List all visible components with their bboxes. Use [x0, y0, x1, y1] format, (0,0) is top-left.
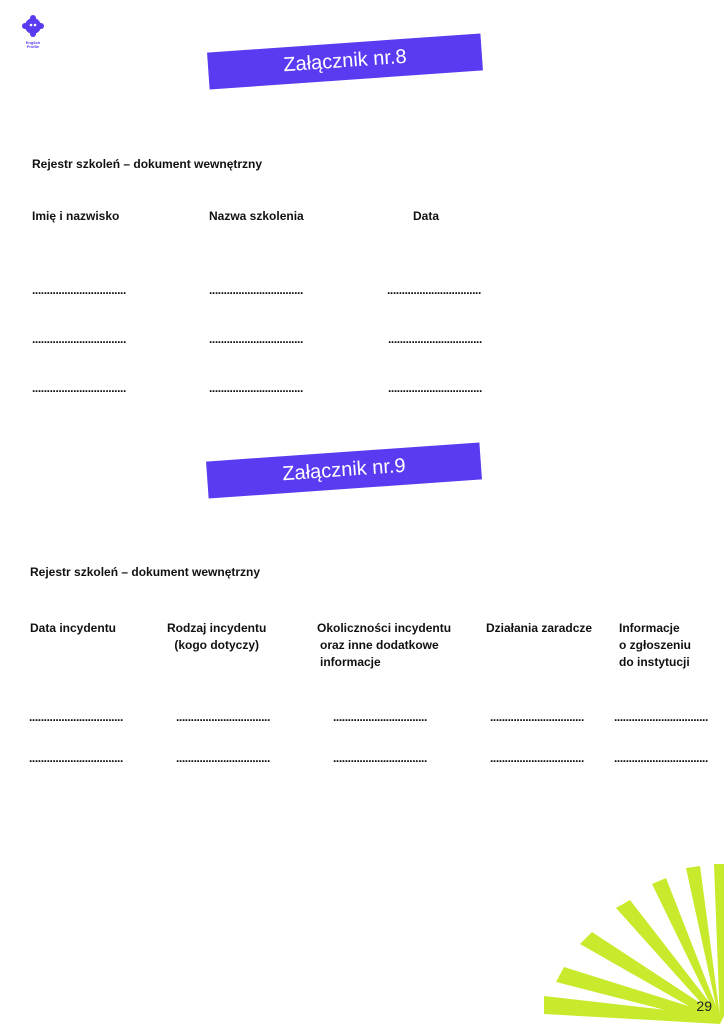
annex9-col-institution-report-line1: Informacje [619, 621, 680, 635]
annex8-col-name: Imię i nazwisko [32, 209, 120, 223]
annex8-col-training: Nazwa szkolenia [209, 209, 304, 223]
annex9-col-incident-date-line1: Data incydentu [30, 621, 117, 635]
annex8-row3-date-field: ................................ [388, 381, 482, 395]
annex9-col-institution-report [619, 620, 691, 671]
annex9-row2-report-field: ................................ [614, 751, 708, 765]
annex9-row2-actions-field: ................................ [490, 751, 584, 765]
annex9-row2-date-field: ................................ [29, 751, 123, 765]
annex9-col-institution-report-line3: do instytucji [619, 655, 690, 669]
annex8-row2-training-field: ................................ [209, 332, 303, 346]
annex9-col-actions [486, 620, 592, 637]
annex8-row3-training-field: ................................ [209, 381, 303, 395]
logo-text-line1: English [25, 40, 41, 45]
annex8-row3-name-field: ................................ [32, 381, 126, 395]
annex9-row1-circumstances-field: ................................ [333, 710, 427, 724]
annex8-row1-training-field: ................................ [209, 283, 303, 297]
annex9-row1-date-field: ................................ [29, 710, 123, 724]
logo-puzzle-icon [18, 15, 48, 41]
page-number: 29 [696, 998, 712, 1014]
annex8-row1-name-field: ................................ [32, 283, 126, 297]
annex8-banner: Załącznik nr.8 [207, 33, 483, 89]
annex8-row1-date-field: ................................ [387, 283, 481, 297]
annex8-row2-date-field: ................................ [388, 332, 482, 346]
annex8-col-date: Data [413, 209, 440, 223]
annex9-col-actions-line1: Działania zaradcze [486, 621, 593, 635]
annex8-heading: Rejestr szkoleń – dokument wewnętrzny [32, 157, 263, 171]
annex9-row2-type-field: ................................ [176, 751, 270, 765]
annex9-row1-type-field: ................................ [176, 710, 270, 724]
annex9-col-incident-type-line1: Rodzaj incydentu [167, 621, 267, 635]
annex9-col-incident-date [30, 620, 116, 637]
annex9-row1-report-field: ................................ [614, 710, 708, 724]
annex9-banner: Załącznik nr.9 [206, 442, 482, 498]
annex9-col-incident-type [167, 620, 266, 654]
logo-text-line2: Profile [26, 44, 40, 49]
annex9-col-circumstances-line3: informacje [320, 655, 381, 669]
annex9-col-circumstances [317, 620, 451, 671]
logo [18, 15, 48, 51]
annex9-heading: Rejestr szkoleń – dokument wewnętrzny [30, 565, 261, 579]
annex9-col-institution-report-line2: o zgłoszeniu [619, 638, 691, 652]
annex8-row2-name-field: ................................ [32, 332, 126, 346]
annex9-col-incident-type-line2: (kogo dotyczy) [174, 638, 259, 652]
annex9-row1-actions-field: ................................ [490, 710, 584, 724]
annex9-col-circumstances-line2: oraz inne dodatkowe [320, 638, 439, 652]
annex9-col-circumstances-line1: Okoliczności incydentu [317, 621, 452, 635]
annex9-row2-circumstances-field: ................................ [333, 751, 427, 765]
